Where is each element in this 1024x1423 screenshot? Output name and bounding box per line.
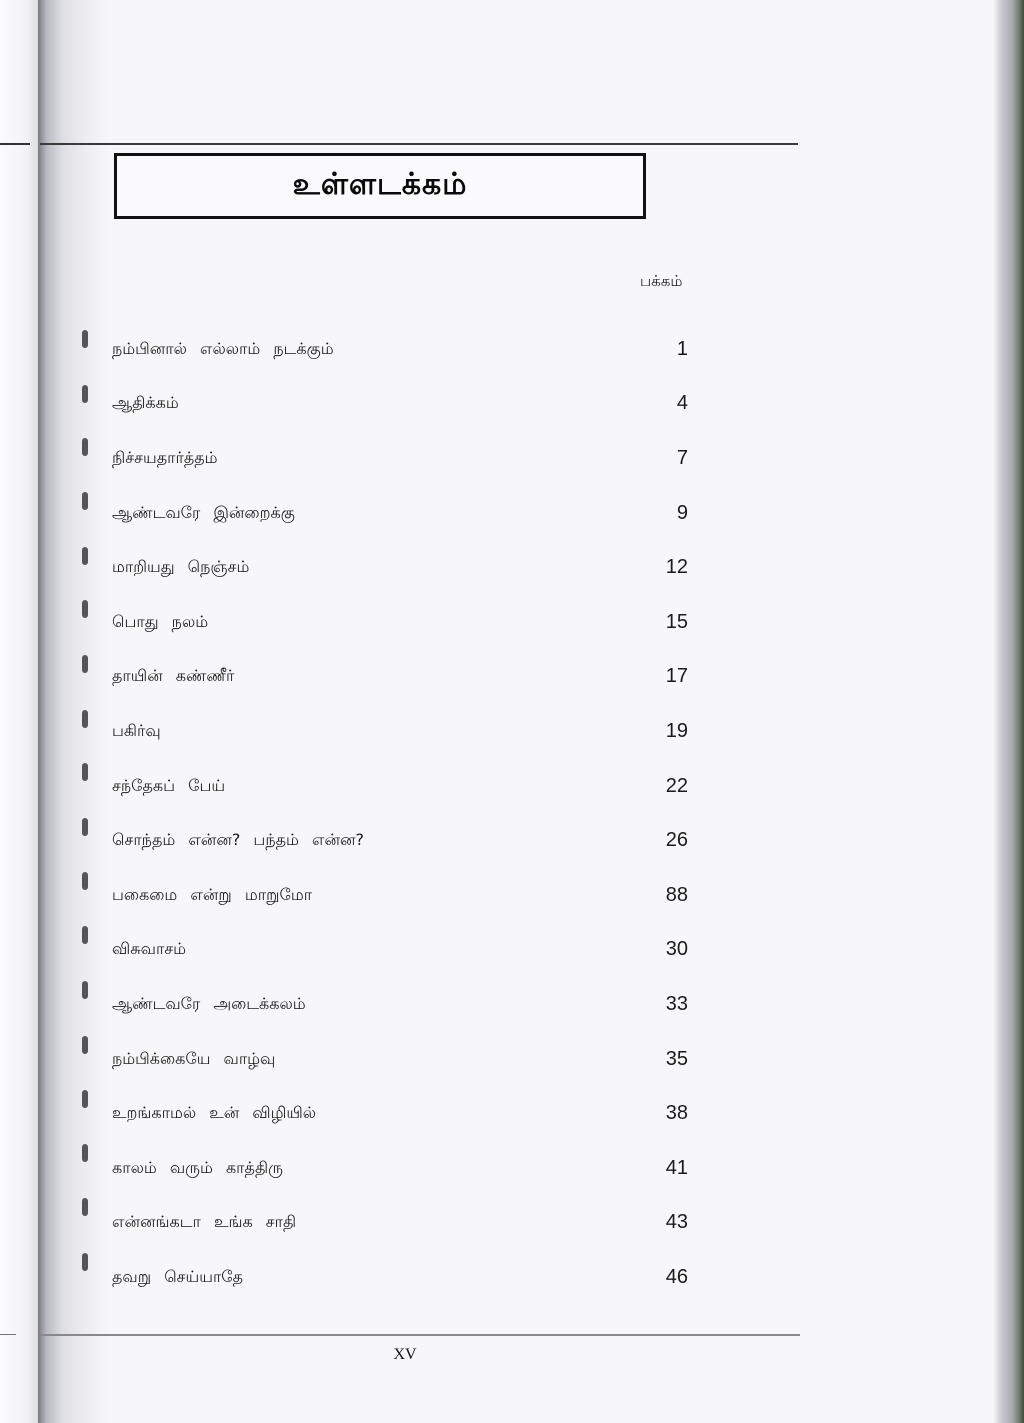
title-box [114, 153, 646, 219]
toc-entry-page: 88 [665, 883, 688, 906]
toc-entry-page: 46 [665, 1265, 688, 1288]
toc-entry-title: பகிர்வு [112, 720, 161, 740]
toc-entry-title: நிச்சயதார்த்தம் [112, 447, 218, 467]
toc-entry[interactable] [112, 377, 688, 432]
toc-entry[interactable] [112, 1141, 688, 1196]
toc-entry[interactable] [112, 1196, 688, 1251]
toc-entry[interactable] [112, 1250, 688, 1305]
toc-entry-title: நம்பிக்கையே வாழ்வு [112, 1048, 276, 1068]
toc-entry-page: 1 [676, 337, 688, 360]
toc-entry-title: என்னங்கடா உங்க சாதி [112, 1212, 297, 1232]
page-number: XV [393, 1346, 417, 1363]
toc-entry[interactable] [112, 1032, 688, 1087]
toc-entry-page: 35 [665, 1047, 688, 1070]
toc-entry[interactable] [112, 868, 688, 923]
toc-entry[interactable] [112, 322, 688, 377]
toc-list [112, 322, 688, 1305]
toc-entry-page: 41 [665, 1156, 688, 1179]
toc-entry-title: தாயின் கண்ணீர் [112, 666, 235, 686]
toc-entry-title: காலம் வரும் காத்திரு [112, 1157, 283, 1177]
toc-entry-title: நம்பினால் எல்லாம் நடக்கும் [112, 338, 334, 358]
toc-entry-page: 15 [665, 610, 688, 633]
toc-entry-title: ஆண்டவரே அடைக்கலம் [112, 993, 306, 1013]
toc-entry[interactable] [112, 977, 688, 1032]
toc-entry[interactable] [112, 431, 688, 486]
toc-entry-page: 22 [665, 774, 688, 797]
toc-entry-page: 4 [676, 392, 688, 415]
toc-entry-title: மாறியது நெஞ்சம் [112, 557, 250, 577]
toc-entry-page: 38 [665, 1102, 688, 1125]
toc-entry-page: 17 [665, 665, 688, 688]
toc-entry[interactable] [112, 813, 688, 868]
toc-entry-title: சந்தேகப் பேய் [112, 775, 226, 795]
toc-entry-page: 26 [665, 829, 688, 852]
toc-entry-title: பொது நலம் [112, 611, 209, 631]
toc-entry-page: 43 [665, 1211, 688, 1234]
toc-entry[interactable] [112, 704, 688, 759]
toc-entry-page: 30 [665, 938, 688, 961]
toc-entry[interactable] [112, 595, 688, 650]
header-rule [40, 143, 798, 145]
toc-entry-page: 12 [665, 556, 688, 579]
toc-entry[interactable] [112, 650, 688, 705]
toc-entry-title: ஆண்டவரே இன்றைக்கு [112, 502, 295, 522]
toc-entry[interactable] [112, 1086, 688, 1141]
toc-entry[interactable] [112, 540, 688, 595]
page-column-header: பக்கம் [640, 272, 683, 290]
toc-entry-title: சொந்தம் என்ன? பந்தம் என்ன? [112, 830, 364, 850]
toc-entry[interactable] [112, 486, 688, 541]
toc-entry-title: தவறு செய்யாதே [112, 1266, 244, 1286]
toc-entry-title: ஆதிக்கம் [112, 393, 179, 413]
toc-entry[interactable] [112, 923, 688, 978]
page-title: உள்ளடக்கம் [292, 166, 468, 202]
toc-entry-title: பகைமை என்று மாறுமோ [112, 884, 313, 904]
toc-entry-page: 33 [665, 992, 688, 1015]
footer-rule [40, 1334, 800, 1336]
toc-entry[interactable] [112, 759, 688, 814]
toc-entry-title: உறங்காமல் உன் விழியில் [112, 1103, 317, 1123]
toc-entry-title: விசுவாசம் [112, 939, 187, 959]
toc-entry-page: 7 [676, 446, 688, 469]
toc-entry-page: 9 [676, 501, 688, 524]
toc-entry-page: 19 [665, 719, 688, 742]
